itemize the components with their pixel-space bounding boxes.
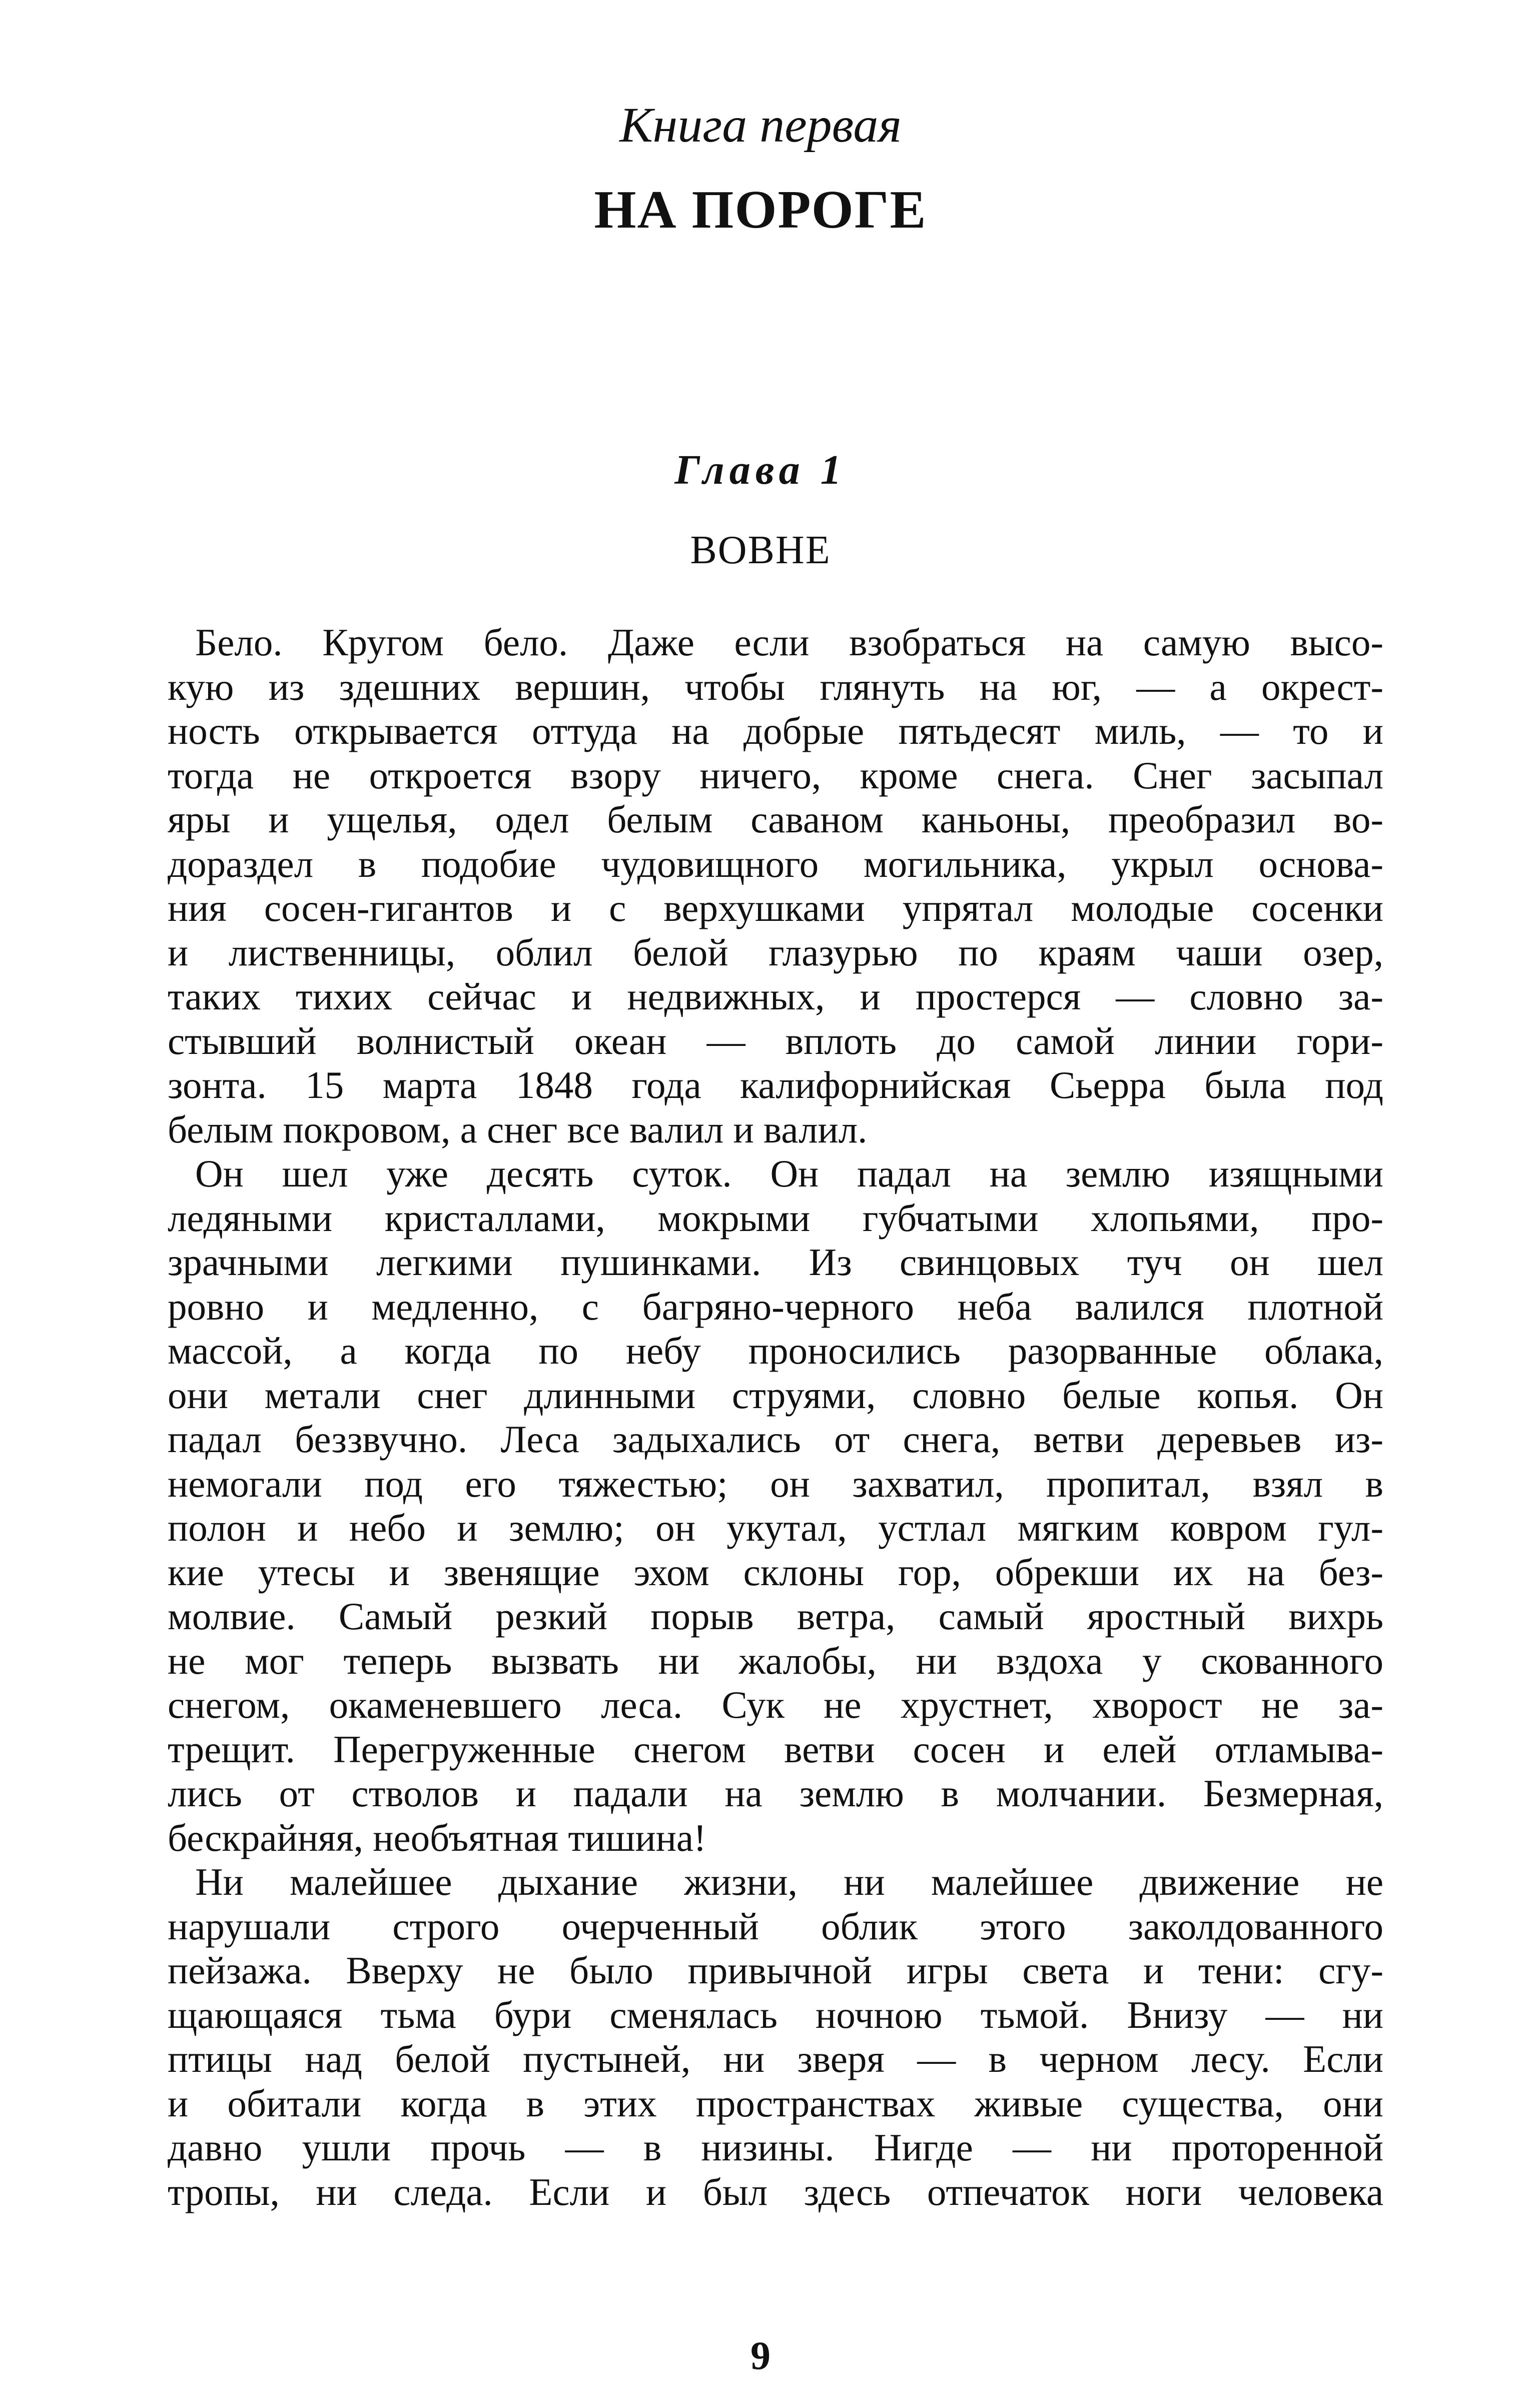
book-label: Книга первая xyxy=(619,97,902,153)
text-line: бескрайняя, необъятная тишина! xyxy=(168,1816,706,1859)
paragraph xyxy=(168,1860,1383,2214)
book-title: НА ПОРОГЕ xyxy=(594,180,927,240)
text-line: давно ушли прочь — в низины. Нигде — ни проторенной xyxy=(168,2126,1383,2169)
text-line: яры и ущелья, одел белым саваном каньоны, преобразил во- xyxy=(168,798,1383,841)
text-line: щающаяся тьма бури сменялась ночною тьмой. Внизу — ни xyxy=(168,1993,1383,2036)
text-line: падал беззвучно. Леса задыхались от снега, ветви деревьев из- xyxy=(168,1418,1383,1461)
text-line: кие утесы и звенящие эхом склоны гор, обрекши их на без- xyxy=(168,1550,1383,1594)
text-line: Бело. Кругом бело. Даже если взобраться на самую высо- xyxy=(195,621,1383,664)
text-line: тропы, ни следа. Если и был здесь отпечаток ноги человека xyxy=(168,2170,1383,2213)
text-line: снегом, окаменевшего леса. Сук не хрустнет, хворост не за- xyxy=(168,1683,1383,1726)
text-line: Он шел уже десять суток. Он падал на землю изящными xyxy=(195,1152,1383,1195)
text-line: ровно и медленно, с багряно-черного неба валился плотной xyxy=(168,1285,1383,1328)
text-line: птицы над белой пустыней, ни зверя — в черном лесу. Если xyxy=(168,2037,1383,2080)
text-line: таких тихих сейчас и недвижных, и простерся — словно за- xyxy=(168,975,1383,1018)
text-line: ледяными кристаллами, мокрыми губчатыми хлопьями, про- xyxy=(168,1196,1383,1240)
text-line: ния сосен-гигантов и с верхушками упрятал молодые сосенки xyxy=(168,886,1383,929)
chapter-title: ВОВНЕ xyxy=(690,528,831,572)
paragraph xyxy=(168,1151,1383,1860)
text-line: и обитали когда в этих пространствах живые существа, они xyxy=(168,2081,1383,2125)
text-line: тогда не откроется взору ничего, кроме снега. Снег засыпал xyxy=(168,753,1383,797)
text-line: кую из здешних вершин, чтобы глянуть на юг, — а окрест- xyxy=(168,665,1383,708)
text-line: белым покровом, а снег все валил и валил. xyxy=(168,1107,868,1151)
text-line: лись от стволов и падали на землю в молчании. Безмерная, xyxy=(168,1772,1383,1815)
text-line: массой, а когда по небу проносились разорванные облака, xyxy=(168,1329,1383,1372)
text-line: ность открывается оттуда на добрые пятьдесят миль, — то и xyxy=(168,709,1383,752)
text-line: немогали под его тяжестью; он захватил, пропитал, взял в xyxy=(168,1462,1383,1505)
text-line: дораздел в подобие чудовищного могильника, укрыл основа- xyxy=(168,842,1383,885)
text-line: нарушали строго очерченный облик этого заколдованного xyxy=(168,1904,1383,1948)
text-line: трещит. Перегруженные снегом ветви сосен и елей отламыва- xyxy=(168,1727,1383,1771)
text-line: зрачными легкими пушинками. Из свинцовых туч он шел xyxy=(168,1241,1383,1284)
text-line: полон и небо и землю; он укутал, устлал мягким ковром гул- xyxy=(168,1506,1383,1549)
text-line: пейзажа. Вверху не было привычной игры света и тени: сгу- xyxy=(168,1949,1383,1992)
body-text xyxy=(168,620,1383,2214)
text-line: стывший волнистый океан — вплоть до самой линии гори- xyxy=(168,1019,1383,1062)
paragraph xyxy=(168,620,1383,1151)
chapter-label: Глава 1 xyxy=(674,447,847,493)
text-line: они метали снег длинными струями, словно белые копья. Он xyxy=(168,1373,1383,1417)
page-number: 9 xyxy=(750,2334,771,2378)
text-line: зонта. 15 марта 1848 года калифорнийская Сьерра была под xyxy=(168,1063,1383,1106)
text-line: и лиственницы, облил белой глазурью по краям чаши озер, xyxy=(168,930,1383,974)
text-line: молвие. Самый резкий порыв ветра, самый яростный вихрь xyxy=(168,1595,1383,1638)
text-line: Ни малейшее дыхание жизни, ни малейшее движение не xyxy=(195,1860,1383,1903)
text-line: не мог теперь вызвать ни жалобы, ни вздоха у скованного xyxy=(168,1639,1383,1682)
